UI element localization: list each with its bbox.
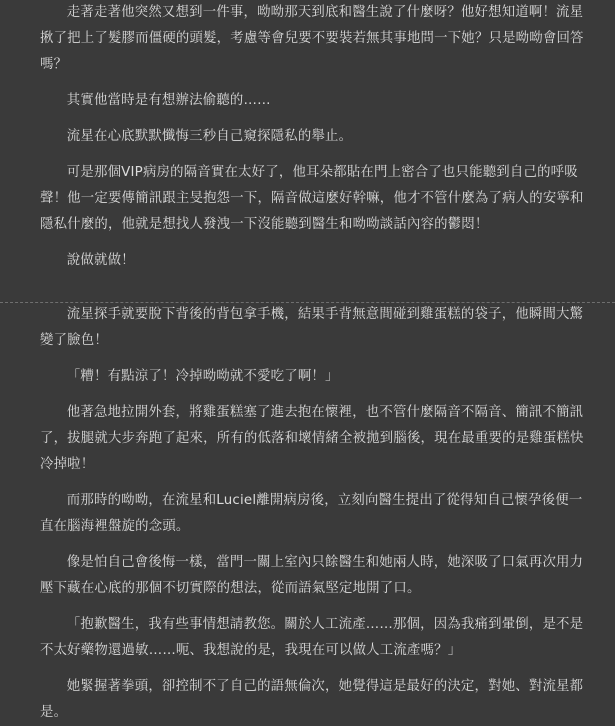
- paragraph: 「糟！有點涼了！冷掉呦呦就不愛吃了啊！」: [66, 369, 339, 384]
- paragraph: 他著急地拉開外套，將雞蛋糕塞了進去抱在懷裡，也不管什麼隔音不隔音、簡訊不簡訊了，拔腿就大步奔跑了起來，所有的低落和壞情緒全被拋到腦後，現在最重要的是雞蛋糕快冷掉啦！: [40, 405, 584, 472]
- paragraph: 「抱歉醫生，我有些事情想請教您。關於人工流產……那個，因為我痛到暈倒，是不是不太好藥物還過敏……呃、我想說的是，我現在可以做人工流產嗎？」: [40, 617, 584, 658]
- text-section-top: [40, 0, 592, 274]
- paragraph: 流星在心底默默懺悔三秒自己窺探隱私的舉止。: [66, 129, 353, 144]
- paragraph: 像是怕自己會後悔一樣，當門一關上室內只餘醫生和她兩人時，她深吸了口氣再次用力壓下藏在心底的那個不切實際的想法，從而語氣堅定地開了口。: [40, 555, 584, 596]
- text-section-bottom: [40, 302, 592, 726]
- paragraph: 流星探手就要脫下背後的背包拿手機，結果手背無意間碰到雞蛋糕的袋子，他瞬間大驚變了臉色！: [40, 307, 584, 348]
- paragraph: 可是那個VIP病房的隔音實在太好了，他耳朵都貼在門上密合了也只能聽到自己的呼吸聲！他一定要傳簡訊跟主旻抱怨一下，隔音做這麼好幹嘛，他才不管什麼為了病人的安寧和隱私什麼的，他就是想找人發洩一下沒能聽到醫生和呦呦談話內容的鬱悶！: [40, 165, 584, 232]
- paragraph: 她緊握著拳頭，卻控制不了自己的語無倫次，她覺得這是最好的決定，對她、對流星都是。: [40, 679, 584, 720]
- paragraph: 而那時的呦呦，在流星和Luciel離開病房後，立刻向醫生提出了從得知自己懷孕後便一直在腦海裡盤旋的念頭。: [40, 493, 583, 534]
- paragraph: 走著走著他突然又想到一件事，呦呦那天到底和醫生說了什麼呀？他好想知道啊！流星揪了把上了髮膠而僵硬的頭髮，考慮等會兒要不要裝若無其事地問一下她？只是呦呦會回答嗎？: [40, 5, 584, 72]
- paragraph: 說做就做！: [66, 253, 135, 268]
- paragraph: 其實他當時是有想辦法偷聽的……: [66, 93, 271, 108]
